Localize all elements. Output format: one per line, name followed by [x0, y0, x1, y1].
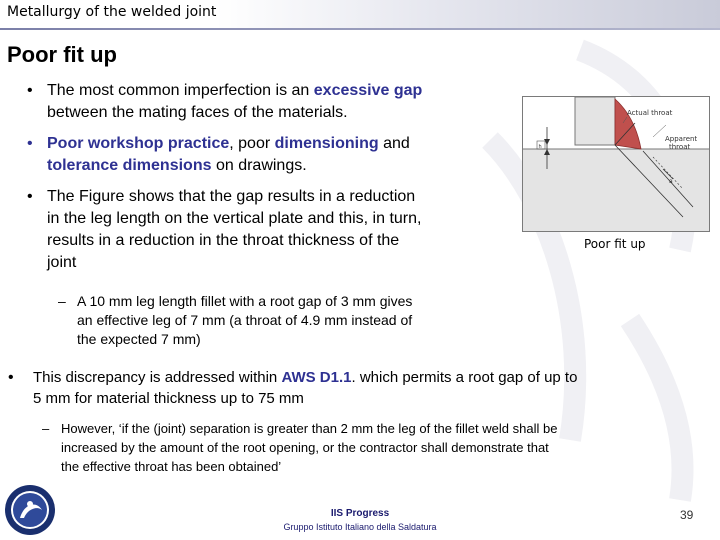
header-divider — [0, 28, 720, 30]
page-title: Poor fit up — [7, 42, 117, 67]
bullet-2-text-2: and — [378, 135, 410, 152]
header-title: Metallurgy of the welded joint — [7, 4, 217, 20]
bullet-3-line: The Figure shows that the gap results in a reduction — [47, 188, 416, 205]
poor-fit-up-figure — [522, 96, 710, 232]
actual-throat-label: Actual throat — [627, 109, 673, 117]
footer-org: IIS Progress — [330, 508, 390, 519]
bullet-2-highlight-3: tolerance dimensions — [47, 157, 212, 174]
figure-caption: Poor fit up — [584, 237, 646, 251]
sub-bullet-line: the expected 7 mm) — [77, 331, 201, 347]
slide-header — [0, 0, 720, 32]
bullet-3 — [27, 186, 517, 274]
a-label: a — [669, 178, 673, 185]
bullet-dot: • — [8, 369, 14, 386]
bullet-dot: • — [27, 135, 33, 152]
page-number: 39 — [680, 508, 694, 522]
h-label: h — [538, 144, 542, 150]
bullet-4-highlight: AWS D1.1 — [281, 369, 352, 386]
sub-bullet-line: the effective throat has been obtained’ — [61, 459, 282, 474]
sub-bullet-dash: – — [58, 293, 66, 309]
apparent-label: Apparent — [665, 135, 698, 143]
vertical-plate — [575, 97, 615, 145]
bullet-3-sub — [58, 292, 517, 349]
bullet-2-text-3: on drawings. — [211, 157, 307, 174]
bullet-4-text: This discrepancy is addressed within — [33, 369, 282, 386]
sub-bullet-line: A 10 mm leg length fillet with a root gap of 3 mm gives — [77, 293, 413, 309]
bullet-3-line: joint — [47, 254, 77, 271]
bullet-4 — [8, 367, 713, 409]
sub-bullet-line: an effective leg of 7 mm (a throat of 4.9 mm instead of — [77, 312, 413, 328]
bullet-1 — [27, 80, 517, 124]
bullet-4-suffix: . which permits a root gap of up to — [351, 369, 578, 386]
throat-label: throat — [669, 143, 691, 151]
bullet-2-text-1: , poor — [229, 135, 275, 152]
bullet-3-line: results in a reduction in the throat thickness of the — [47, 232, 400, 249]
bullet-1-text: The most common imperfection is an — [47, 82, 314, 99]
bullet-2-highlight-2: dimensioning — [274, 135, 379, 152]
base-plate — [523, 149, 710, 232]
bullet-2 — [27, 133, 517, 177]
bullet-1-line2: between the mating faces of the materials. — [47, 104, 348, 121]
sub-bullet-line: increased by the amount of the root opening, or the contractor shall demonstrate that — [61, 440, 549, 455]
bullet-1-highlight: excessive gap — [313, 82, 423, 99]
bullet-dot: • — [27, 188, 33, 205]
fillet-weld-diagram — [523, 97, 710, 232]
bullet-dot: • — [27, 82, 33, 99]
sub-bullet-line: However, ‘if the (joint) separation is greater than 2 mm the leg of the fillet weld shall be — [61, 421, 558, 436]
sub-bullet-dash: – — [42, 421, 50, 436]
footer-subtitle: Gruppo Istituto Italiano della Saldatura — [283, 522, 437, 532]
bullet-4-sub — [42, 419, 711, 476]
bullet-3-line: in the leg length on the vertical plate and this, in turn, — [47, 210, 422, 227]
bullet-2-highlight-1: Poor workshop practice — [47, 135, 230, 152]
bullet-4-line2: 5 mm for material thickness up to 75 mm — [33, 390, 304, 407]
weld-bead — [615, 99, 641, 149]
